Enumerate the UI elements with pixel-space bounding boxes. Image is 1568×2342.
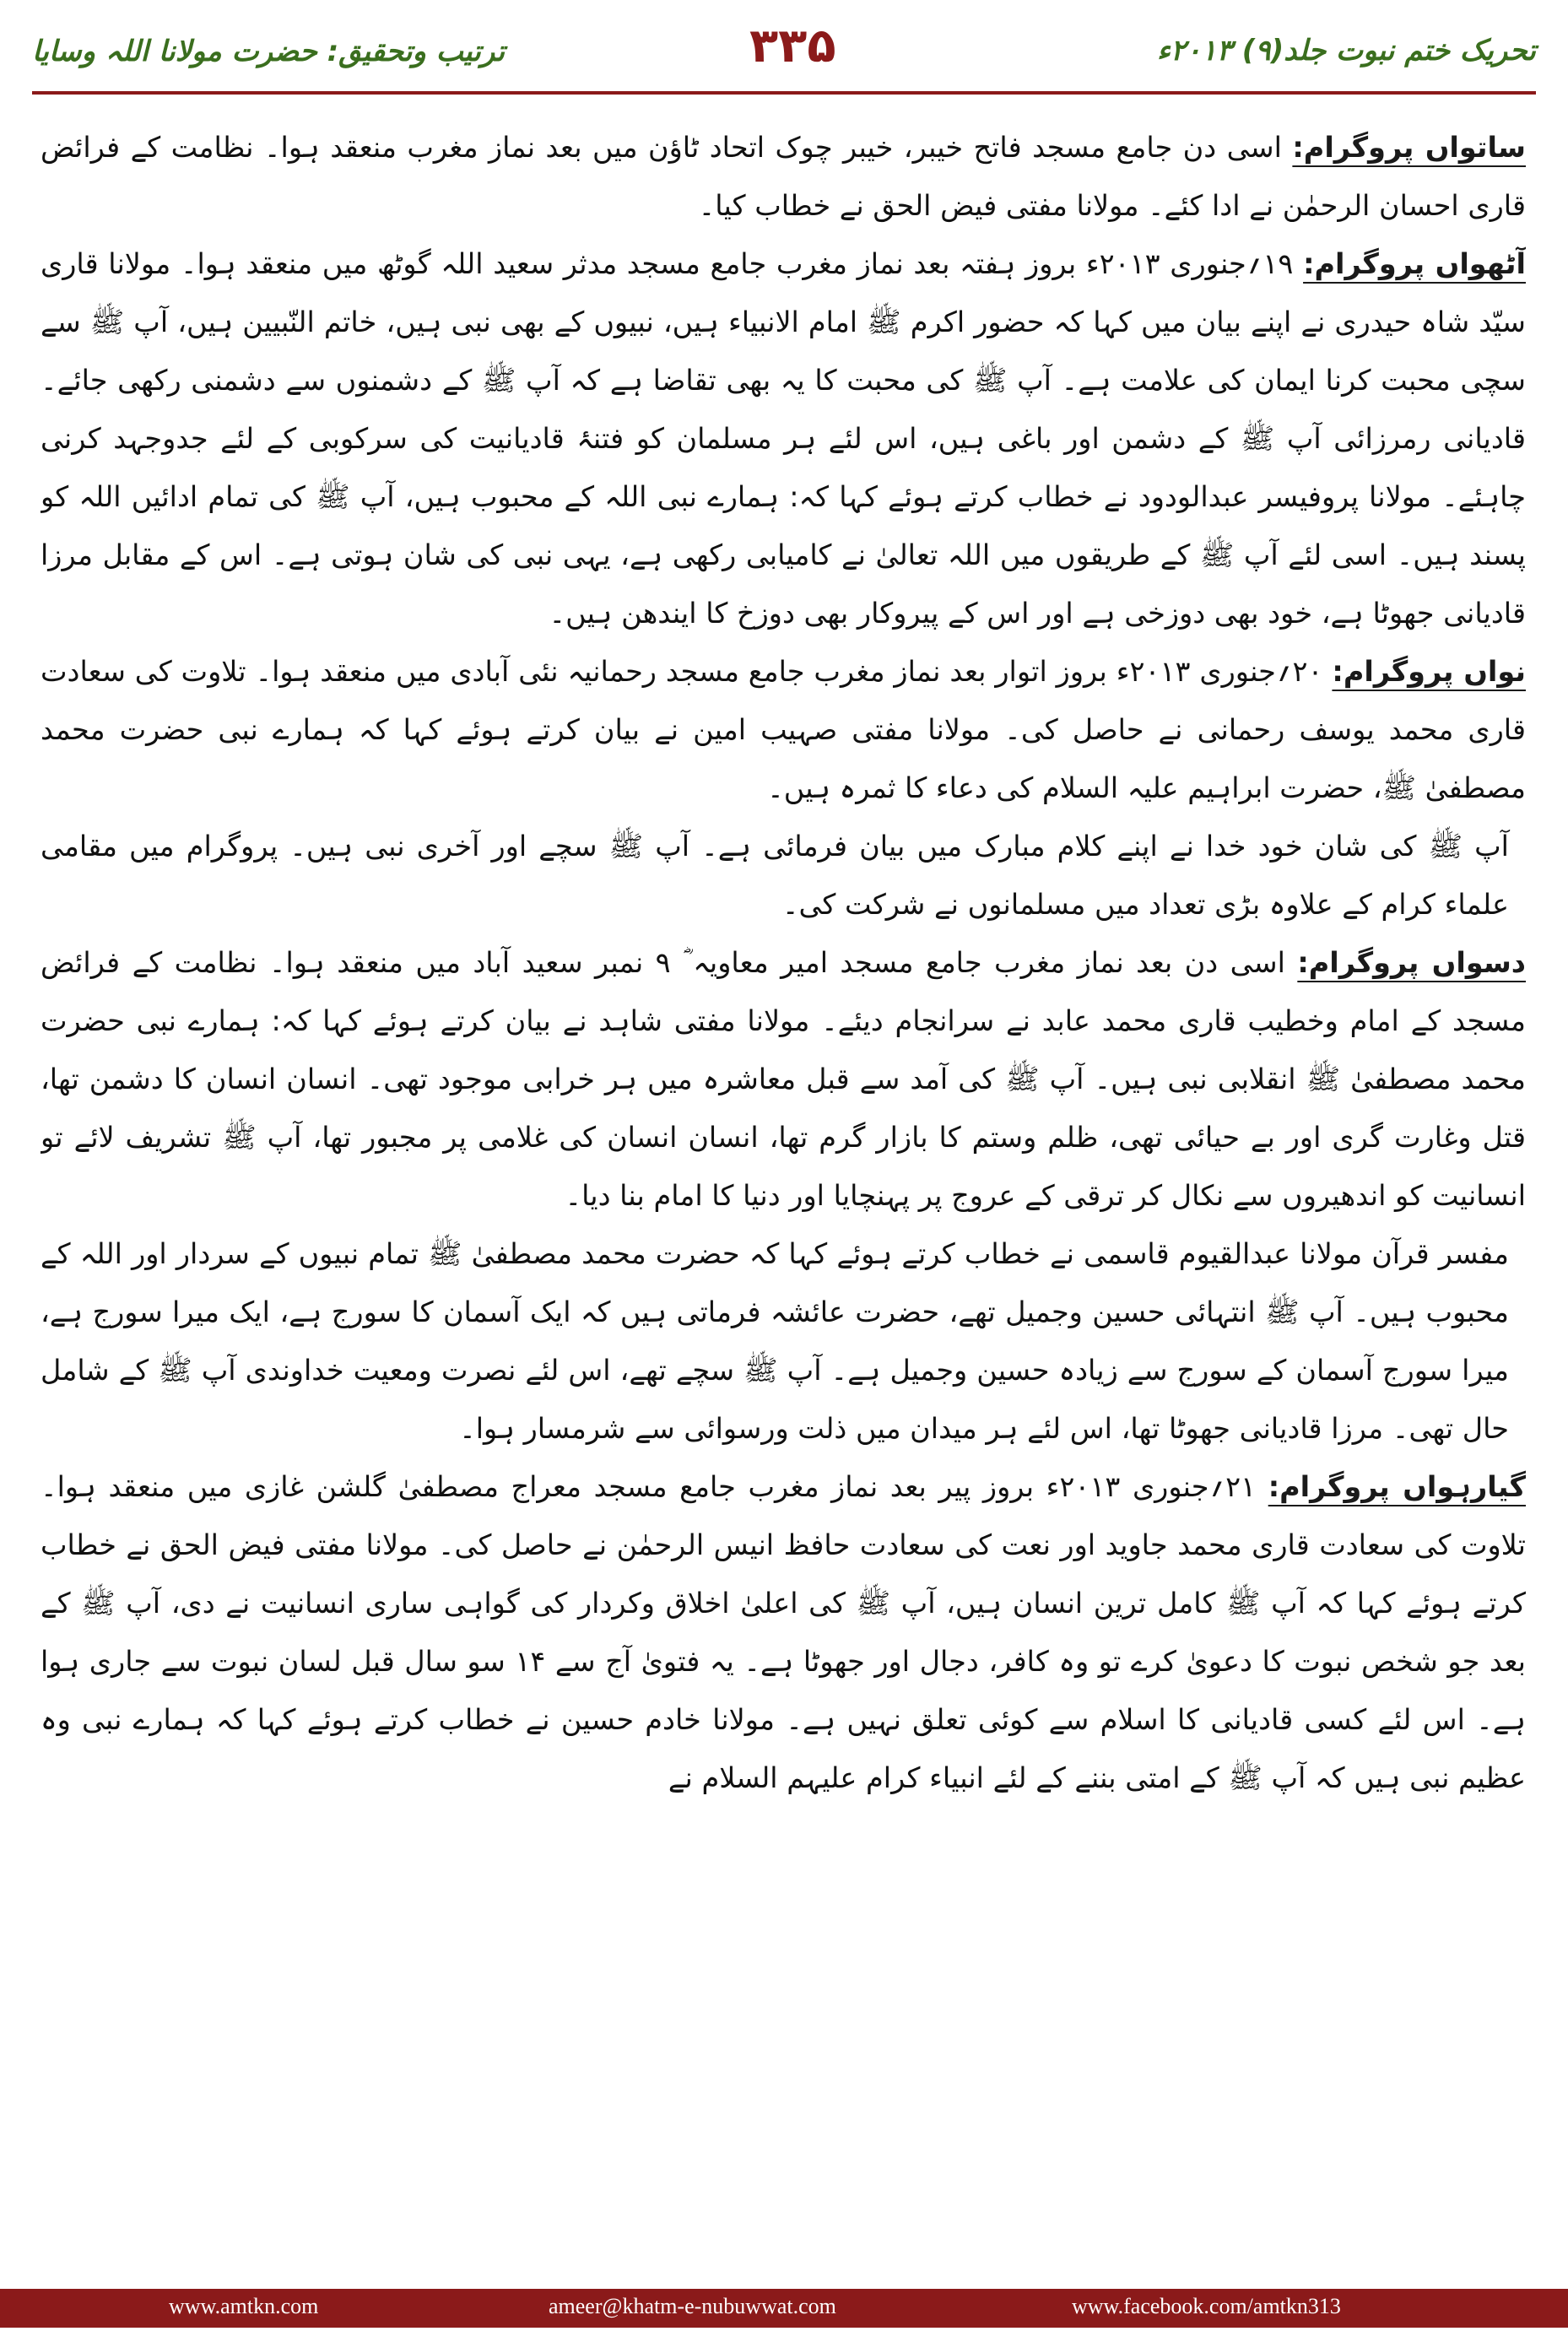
section-heading: گیارہواں پروگرام:	[1268, 1470, 1526, 1503]
section-heading: دسواں پروگرام:	[1297, 946, 1526, 979]
paragraph-text: آپ ﷺ کی شان خود خدا نے اپنے کلام مبارک میں بیان فرمائی ہے۔ آپ ﷺ سچے اور آخری نبی ہیں۔ پروگرام میں مقامی علماء کرام کے علاوہ بڑی تعداد میں مسلمانوں نے شرکت کی۔	[41, 830, 1509, 921]
paragraph-program-8	[41, 235, 1526, 642]
facebook-link[interactable]: www.facebook.com/amtkn313	[1072, 2294, 1341, 2318]
section-heading: نواں پروگرام:	[1332, 655, 1526, 688]
compiler-credit: ترتیب وتحقیق: حضرت مولانا اللہ وسایا	[32, 35, 506, 68]
email-link[interactable]: ameer@khatm-e-nubuwwat.com	[549, 2294, 836, 2318]
section-heading: آٹھواں پروگرام:	[1303, 247, 1526, 280]
paragraph-continuation	[41, 1225, 1526, 1458]
paragraph-program-11	[41, 1458, 1526, 1807]
paragraph-text: ۱۹؍جنوری ۲۰۱۳ء بروز ہفتہ بعد نماز مغرب جامع مسجد مدثر سعید اللہ گوٹھ میں منعقد ہوا۔ مولانا قاری سیّد شاہ حیدری نے اپنے بیان میں کہا کہ حضور اکرم ﷺ امام الانبیاء ہیں، نبیوں کے بھی نبی ہیں، خاتم النّبیین ہیں، آپ ﷺ سے سچی محبت کرنا ایمان کی علامت ہے۔ آپ ﷺ کی محبت کا یہ بھی تقاضا ہے کہ آپ ﷺ کے دشمنوں سے دشمنی رکھی جائے۔ قادیانی رمرزائی آپ ﷺ کے دشمن اور باغی ہیں، اس لئے ہر مسلمان کو فتنۂ قادیانیت کی سرکوبی کے لئے جدوجہد کرنی چاہئے۔ مولانا پروفیسر عبدالودود نے خطاب کرتے ہوئے کہا کہ: ہمارے نبی اللہ کے محبوب ہیں، آپ ﷺ کی تمام ادائیں اللہ کو پسند ہیں۔ اسی لئے آپ ﷺ کے طریقوں میں اللہ تعالیٰ نے کامیابی رکھی ہے، یہی نبی کی شان ہوتی ہے۔ اس کے مقابل مرزا قادیانی جھوٹا ہے، خود بھی دوزخی ہے اور اس کے پیروکار بھی دوزخ کا ایندھن ہیں۔	[41, 247, 1526, 630]
website-link[interactable]: www.amtkn.com	[169, 2294, 319, 2318]
paragraph-program-10	[41, 933, 1526, 1225]
paragraph-continuation	[41, 817, 1526, 933]
paragraph-text: مفسر قرآن مولانا عبدالقیوم قاسمی نے خطاب کرتے ہوئے کہا کہ حضرت محمد مصطفیٰ ﷺ تمام نبیوں کے سردار اور اللہ کے محبوب ہیں۔ آپ ﷺ انتہائی حسین وجمیل تھے، حضرت عائشہ فرماتی ہیں کہ ایک آسمان کا سورج ہے، ایک میرا سورج ہے، میرا سورج آسمان کے سورج سے زیادہ حسین وجمیل ہے۔ آپ ﷺ سچے تھے، اس لئے نصرت ومعیت خداوندی آپ ﷺ کے شامل حال تھی۔ مرزا قادیانی جھوٹا تھا، اس لئے ہر میدان میں ذلت ورسوائی سے شرمسار ہوا۔	[41, 1237, 1509, 1445]
paragraph-text: اسی دن بعد نماز مغرب جامع مسجد امیر معاویہ ؓ ۹ نمبر سعید آباد میں منعقد ہوا۔ نظامت کے فرائض مسجد کے امام وخطیب قاری محمد عابد نے سرانجام دیئے۔ مولانا مفتی شاہد نے بیان کرتے ہوئے کہا کہ: ہمارے نبی حضرت محمد مصطفیٰ ﷺ انقلابی نبی ہیں۔ آپ ﷺ کی آمد سے قبل معاشرہ میں ہر خرابی موجود تھی۔ انسان انسان کا دشمن تھا، قتل وغارت گری اور بے حیائی تھی، ظلم وستم کا بازار گرم تھا، انسان انسان کی غلامی پر مجبور تھا، آپ ﷺ تشریف لائے تو انسانیت کو اندھیروں سے نکال کر ترقی کے عروج پر پہنچایا اور دنیا کا امام بنا دیا۔	[41, 946, 1526, 1212]
page-header	[32, 19, 1536, 86]
paragraph-text: ۲۱؍جنوری ۲۰۱۳ء بروز پیر بعد نماز مغرب جامع مسجد معراج مصطفیٰ گلشن غازی میں منعقد ہوا۔ تلاوت کی سعادت قاری محمد جاوید اور نعت کی سعادت حافظ انیس الرحمٰن نے حاصل کی۔ مولانا مفتی فیض الحق نے خطاب کرتے ہوئے کہا کہ آپ ﷺ کامل ترین انسان ہیں، آپ ﷺ کی اعلیٰ اخلاق وکردار کی گواہی ساری انسانیت نے دی، آپ ﷺ کے بعد جو شخص نبوت کا دعویٰ کرے تو وہ کافر، دجال اور جھوٹا ہے۔ یہ فتویٰ آج سے ۱۴ سو سال قبل لسان نبوت سے جاری ہوا ہے۔ اس لئے کسی قادیانی کا اسلام سے کوئی تعلق نہیں ہے۔ مولانا خادم حسین نے خطاب کرتے ہوئے کہا کہ ہمارے نبی وہ عظیم نبی ہیں کہ آپ ﷺ کے امتی بننے کے لئے انبیاء کرام علیہم السلام نے	[41, 1470, 1526, 1794]
header-divider	[32, 91, 1536, 95]
paragraph-text: اسی دن جامع مسجد فاتح خیبر، خیبر چوک اتحاد ٹاؤن میں بعد نماز مغرب منعقد ہوا۔ نظامت کے فرائض قاری احسان الرحمٰن نے ادا کئے۔ مولانا مفتی فیض الحق نے خطاب کیا۔	[41, 131, 1526, 222]
paragraph-program-7	[41, 118, 1526, 235]
page-footer	[0, 2289, 1568, 2328]
section-heading: ساتواں پروگرام:	[1292, 131, 1526, 164]
book-title: تحریک ختم نبوت جلد(۹) ۲۰۱۳ء	[1156, 34, 1536, 68]
paragraph-text: ۲۰؍جنوری ۲۰۱۳ء بروز اتوار بعد نماز مغرب جامع مسجد رحمانیہ نئی آبادی میں منعقد ہوا۔ تلاوت کی سعادت قاری محمد یوسف رحمانی نے حاصل کی۔ مولانا مفتی صہیب امین نے بیان کرتے ہوئے کہا کہ ہمارے نبی حضرت محمد مصطفیٰ ﷺ، حضرت ابراہیم علیہ السلام کی دعاء کا ثمرہ ہیں۔	[41, 655, 1526, 804]
paragraph-program-9	[41, 642, 1526, 817]
page-number: ۳۳۵	[749, 19, 836, 73]
article-body	[41, 118, 1526, 2177]
